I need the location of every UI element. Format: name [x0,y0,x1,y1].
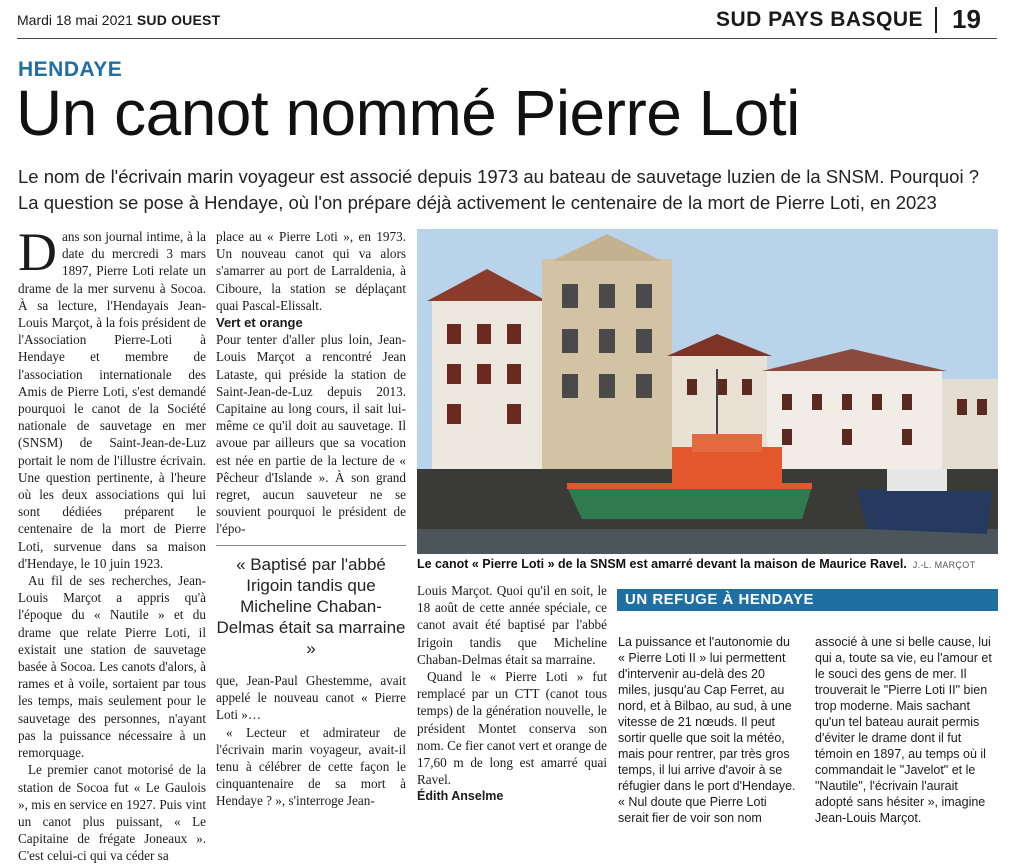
header-separator [935,7,937,33]
newspaper-name: SUD OUEST [136,12,221,28]
section-name: SUD PAYS BASQUE [716,8,924,31]
sidebar-box-column-2 [815,634,998,826]
article-column-1 [18,222,206,865]
photo-caption [417,557,998,571]
paragraph: Le premier canot motorisé de la station de Socoa fut « Le Gaulois », mis en service en 1927. Puis vint un canot plus puissant, « Le Capitaine de frégate Joneaux ». C'est celui-ci qui va céder sa [18,762,206,864]
issue-date: Mardi 18 mai 2021 [17,12,133,28]
header-rule [17,38,997,39]
sidebar-box-column-1 [618,634,800,826]
paragraph: « Lecteur et admirateur de l'écrivain marin voyageur, avait-il tenu à célébrer de cette façon le cinquantenaire de sa mort à Hendaye ? », s'interroge Jean- [216,724,406,809]
paragraph: La puissance et l'autonomie du « Pierre Loti II » lui permettent d'intervenir au-delà des 20 miles, jusqu'au Cap Ferret, au nord, et à Bilbao, au sud, à une vitesse de 21 nœuds. Il peut sortir quelle que soit la météo, mais pour rentrer, par très gros temps, il lui arrive d'avoir à se réfugier dans le port d'Hendaye. « Nul doute que Pierre Loti serait fier de voir son nom [618,635,796,825]
article-column-3 [417,582,607,806]
sidebar-box-title: UN REFUGE À HENDAYE [617,589,998,611]
photo-credit: J.-L. MARÇOT [912,560,976,570]
page-number: 19 [952,4,981,34]
pull-quote: « Baptisé par l'abbé Irigoin tandis que Micheline Chaban-Delmas était sa marraine » [216,545,406,659]
paragraph: Louis Marçot. Quoi qu'il en soit, le 18 août de cette année spéciale, ce canot avait été baptisé par l'abbé Irigoin tandis que Micheline Chaban-Delmas était sa marraine. [417,583,607,667]
article-lead: Le nom de l'écrivain marin voyageur est associé depuis 1973 au bateau de sauvetage luzien de la SNSM. Pourquoi ? La question se pose à Hendaye, où l'on prépare déjà activement le centenaire de la mort de Pierre Loti, en 2023 [18,166,979,213]
harbor-photo-illustration [417,229,998,554]
paragraph: Pour tenter d'aller plus loin, Jean-Louis Marçot a rencontré Jean Lataste, qui préside la station de Saint-Jean-de-Luz depuis 2013. Capitaine au long cours, il sait lui-même ce qu'il doit au sauvetage. Il avoue par ailleurs que sa vocation est née en partie de la lecture de « Pêcheur d'Islande ». À son grand regret, aucun sauveteur ne se souvient pourquoi le président de l'épo- [216,332,406,537]
paragraph: que, Jean-Paul Ghestemme, avait appelé le nouveau canot « Pierre Loti »… [216,673,406,723]
paragraph: Quand le « Pierre Loti » fut remplacé par un CTT (canot tous temps) de la génération nouvelle, le président Montet conserva son nom. Ce fier canot vert et orange de 17,60 m de long est amarré quai Ravel. [417,669,607,788]
subheading: Vert et orange [216,315,303,331]
paragraph: Dans son journal intime, à la date du mercredi 3 mars 1897, Pierre Loti relate un drame de la mer survenu à Socoa. À sa lecture, l'Hendayais Jean-Louis Marçot, à la fois président de l'Association Pierre-Loti à Hendaye et membre de l'association internationale des Amis de Pierre Loti, s'est demandé pourquoi le canot de la Société nationale de sauvetage en mer (SNSM) de Saint-Jean-de-Luz portait le nom de l'illustre écrivain. Une question pertinente, à l'heure où les deux associations qui lui sont dédiées préparent le centenaire de la mort de Pierre Loti, survenue dans sa maison d'Hendaye, le 10 juin 1923. [18,222,206,571]
article-title: Un canot nommé Pierre Loti [16,77,800,149]
paragraph: place au « Pierre Loti », en 1973. Un nouveau canot qui va alors s'amarrer au port de Larraldenia, à Ciboure, la station se déplaçant quai Pascal-Elissalt. [216,229,406,313]
article-column-2-top [216,228,406,538]
drop-cap: D [18,222,57,282]
paragraph: associé à une si belle cause, lui qui a, toute sa vie, eu l'amour et le souci des gens de mer. Il trouverait le "Pierre Loti II" bien trop moderne. Mais sachant qu'un tel bateau aurait permis d'éviter le drame dont il fut témoin en 1897, au temps où il commandait le "Javelot" et le "Nautile", l'écrivain l'aurait adopté sans hésiter », imagine Jean-Louis Marçot. [815,635,992,825]
article-photo [417,229,998,554]
article-author: Édith Anselme [417,789,504,804]
photo-caption-text: Le canot « Pierre Loti » de la SNSM est amarré devant la maison de Maurice Ravel. [417,557,907,571]
paragraph: Au fil de ses recherches, Jean-Louis Marçot a appris qu'à l'époque du « Nautile » et du drame que relate Pierre Loti, il existait une station de sauvetage basée à Socoa. Les canots d'alors, à rames et à voile, sortaient par tous les temps, mais seulement pour le sauvetage des personnes, n'ayant pas la puissance nécessaire à un remorquage. [18,573,206,761]
article-kicker: HENDAYE [18,58,123,81]
issue-date-line [17,12,220,28]
article-column-2-bottom [216,672,406,810]
